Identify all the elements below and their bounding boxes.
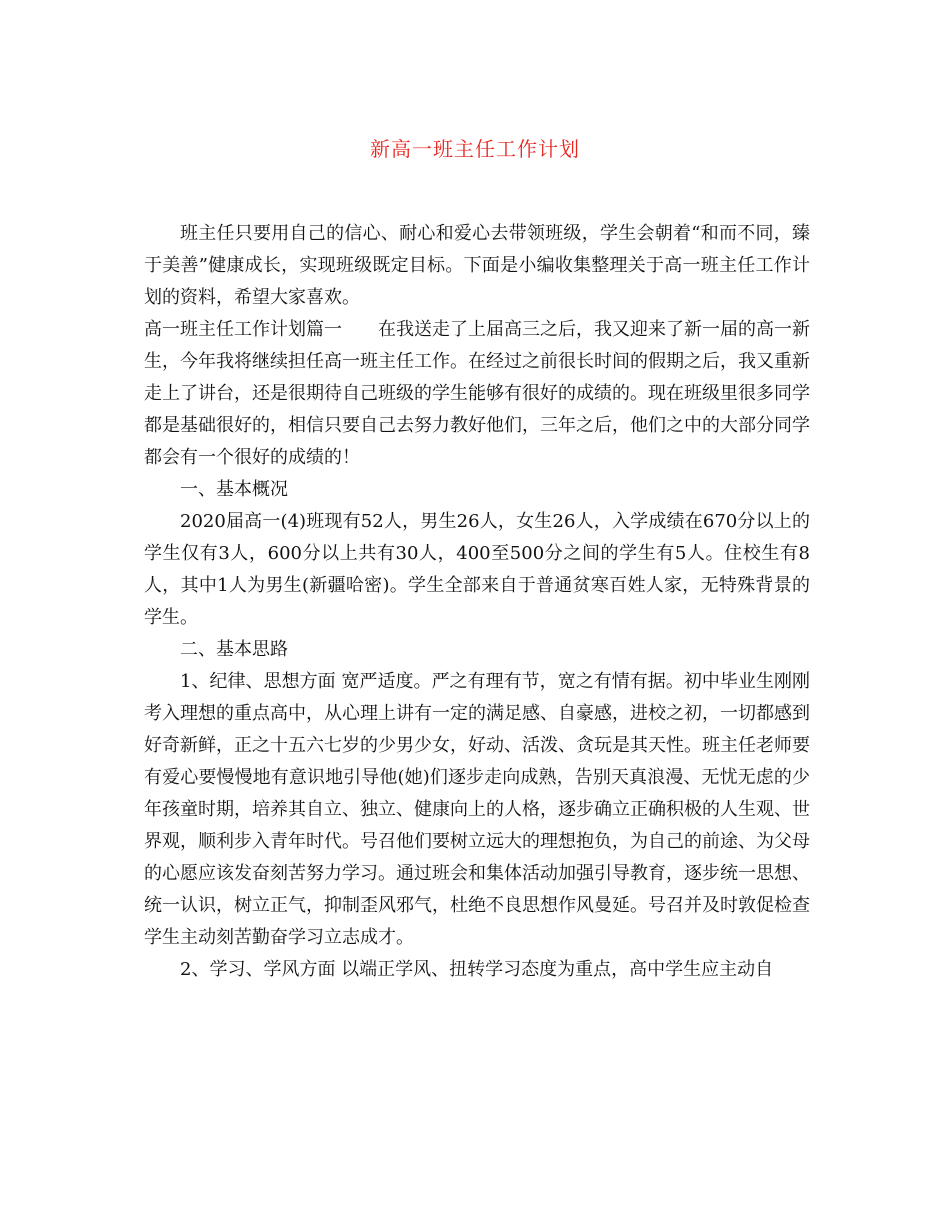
document-title: 新高一班主任工作计划 <box>370 137 580 161</box>
heading-basic-overview: 一、基本概况 <box>180 479 288 500</box>
section-paragraph <box>144 314 810 474</box>
point-study-paragraph: 2、学习、学风方面 以端正学风、扭转学习态度为重点，高中学生应主动自 <box>180 959 774 980</box>
overview-paragraph: 2020届高一(4)班现有52人，男生26人，女生26人，入学成绩在670分以上的学生仅有3人，600分以上共有30人，400至500分之间的学生有5人。住校生有8人，其中1人为男生(新疆哈密)。学生全部来自于普通贫寒百姓人家，无特殊背景的学生。 <box>144 511 810 628</box>
section-label: 高一班主任工作计划篇一 <box>144 319 342 340</box>
heading-basic-approach: 二、基本思路 <box>180 639 288 660</box>
document-body <box>144 218 810 986</box>
point-discipline-paragraph: 1、纪律、思想方面 宽严适度。严之有理有节，宽之有情有据。初中毕业生刚刚考入理想的重点高中，从心理上讲有一定的满足感、自豪感，进校之初，一切都感到好奇新鲜，正之十五六七岁的少男少女，好动、活泼、贪玩是其天性。班主任老师要有爱心要慢慢地有意识地引导他(她)们逐步走向成熟，告别天真浪漫、无忧无虑的少年孩童时期，培养其自立、独立、健康向上的人格，逐步确立正确积极的人生观、世界观，顺利步入青年时代。号召他们要树立远大的理想抱负，为自己的前途、为父母的心愿应该发奋刻苦努力学习。通过班会和集体活动加强引导教育，逐步统一思想、统一认识，树立正气，抑制歪风邪气，杜绝不良思想作风曼延。号召并及时敦促检查学生主动刻苦勤奋学习立志成才。 <box>144 671 810 948</box>
section-text: 在我送走了上届高三之后，我又迎来了新一届的高一新生，今年我将继续担任高一班主任工作。在经过之前很长时间的假期之后，我又重新走上了讲台，还是很期待自己班级的学生能够有很好的成绩的。现在班级里很多同学都是基础很好的，相信只要自己去努力教好他们，三年之后，他们之中的大部分同学都会有一个很好的成绩的！ <box>144 319 810 468</box>
intro-paragraph: 班主任只要用自己的信心、耐心和爱心去带领班级，学生会朝着“和而不同，臻于美善”健康成长，实现班级既定目标。下面是小编收集整理关于高一班主任工作计划的资料，希望大家喜欢。 <box>144 223 810 308</box>
